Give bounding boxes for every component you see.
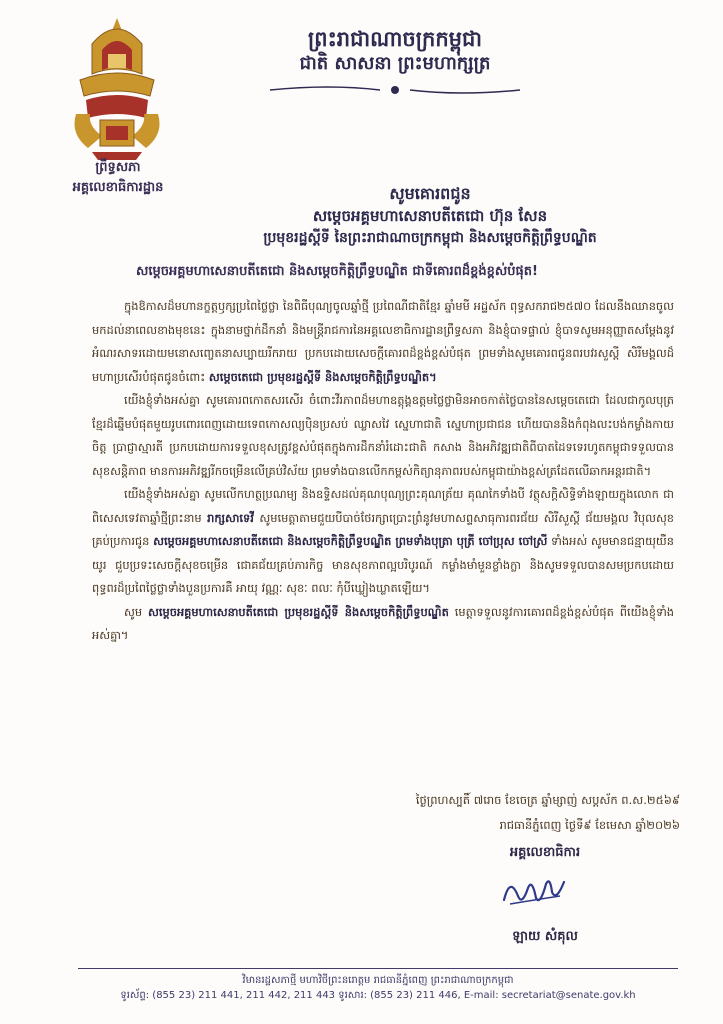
salutation: សម្តេចអគ្គមហាសេនាបតីតេជោ និងសម្តេចកិត្តិព្រឹទ្ធបណ្ឌិត ជាទីគោរពដ៏ខ្ពង់ខ្ពស់បំផុត!: [136, 264, 538, 279]
signer-name: ឡាយ សំគុល: [512, 929, 578, 944]
ornament-divider-icon: [260, 84, 530, 96]
footer-address: វិមានរដ្ឋសភាថ្មី មហាវិថីព្រះនរោត្តម រាជធានីភ្នំពេញ ព្រះរាជាណាចក្រកម្ពុជា: [242, 975, 514, 986]
signer-title: អគ្គលេខាធិការ: [509, 845, 581, 860]
senate-emblem-icon: [62, 14, 172, 164]
kingdom-name: ព្រះរាជាណាចក្រកម្ពុជា: [307, 26, 482, 51]
handwritten-signature: [490, 870, 580, 914]
date-block: [290, 788, 680, 838]
solar-date: រាជធានីភ្នំពេញ ថ្ងៃទី៩ ខែមេសា ឆ្នាំ២០២៦: [499, 818, 680, 832]
organization-department: អគ្គលេខាធិការដ្ឋាន: [72, 180, 164, 195]
letter-body: [92, 295, 674, 648]
paragraph-4: សូម សម្តេចអគ្គមហាសេនាបតីតេជោ ប្រមុខរដ្ឋស្តីទី និងសម្តេចកិត្តិព្រឹទ្ធបណ្ឌិត មេត្តាទទួលនូវការគោរពដ៏ខ្ពង់ខ្ពស់បំផុត ពីយើងខ្ញុំទាំងអស់គ្នា។: [92, 604, 675, 642]
footer: [78, 968, 678, 1003]
organization-block: [38, 158, 198, 198]
lunar-date: ថ្ងៃព្រហស្បតិ៍ ៧រោច ខែចេត្រ ឆ្នាំម្សាញ់ សប្តស័ក ព.ស.២៥៦៩: [415, 793, 680, 807]
recipient-name: សម្តេចអគ្គមហាសេនាបតីតេជោ ហ៊ុន សែន: [312, 207, 548, 225]
paragraph-2: យើងខ្ញុំទាំងអស់គ្នា សូមគោរពកោតសរសើរ ចំពោះវីរភាពដ៏មហាឧត្តុង្គឧត្តមថ្លៃថ្លាមិនអាចកាត់ថ្លៃបាននៃសម្តេចតេជោ ដែលជាកូលបុត្រខ្មែរដ៏ឆ្នើមបំផុតមួយរូបពោរពេញដោយទេពកោសល្យប៉ិនប្រសប់ ឈ្លាសវៃ ស្នេហាជាតិ ស្នេហាប្រជាជន ហើយបាននិងកំពុងលះបង់កម្លាំងកាយចិត្ត ប្រាជ្ញាស្មារតី ប្រកបដោយការទទួលខុសត្រូវខ្ពស់បំផុតក្នុងការដឹកនាំរំដោះជាតិ កសាង និងអភិវឌ្ឍជាតិពីបាតដៃទទេរហូតកម្ពុជាទទួលបានសុខសន្តិភាព មានការអភិវឌ្ឍរីកចម្រើនលើគ្រប់វិស័យ ព្រមទាំងបានលើកកម្ពស់កិត្យានុភាពរបស់កម្ពុជាយ៉ាងខ្ពស់ត្រដែតលើឆាកអន្តរជាតិ។: [92, 393, 674, 478]
recipient-title: ប្រមុខរដ្ឋស្តីទី នៃព្រះរាជាណាចក្រកម្ពុជា និងសម្តេចកិត្តិព្រឹទ្ធបណ្ឌិត: [263, 230, 597, 246]
paragraph-1: ក្នុងឱកាសដ៏មហានក្ខត្តឫក្សប្រពៃថ្លៃថ្លា នៃពិធីបុណ្យចូលឆ្នាំថ្មី ប្រពៃណីជាតិខ្មែរ ឆ្នាំមមី អដ្ឋស័ក ពុទ្ធសករាជ២៥៧០ ដែលនឹងឈានចូលមកដល់នាពេលខាងមុខនេះ ក្នុងនាមថ្នាក់ដឹកនាំ និងមន្ត្រីរាជការនៃអគ្គលេខាធិការដ្ឋានព្រឹទ្ធសភា និងខ្ញុំបាទផ្ទាល់ ខ្ញុំបាទសូមអនុញ្ញាតសម្តែងនូវអំណរសាទរដោយមនោសញ្ចេតនាសប្បាយរីករាយ ប្រកបដោយសេចក្តីគោរពដ៏ខ្ពង់ខ្ពស់បំផុត ព្រមទាំងសូមគោរពជូនពរបវរសួស្តី សិរីមង្គលដ៏មហាប្រសើរបំផុតជូនចំពោះ សម្តេចតេជោ ប្រមុខរដ្ឋស្តីទី និងសម្តេចកិត្តិព្រឹទ្ធបណ្ឌិត។: [92, 299, 674, 384]
organization-name: ព្រឹទ្ធសភា: [95, 160, 141, 175]
recipient-greeting: សូមគោរពជូន: [389, 184, 471, 203]
paragraph-3: យើងខ្ញុំទាំងអស់គ្នា សូមលើកហត្ថប្រណម្យ និងឧទ្ទិសដល់គុណបុណ្យព្រះគុណត្រ័យ គុណកៃទាំងបី វត្ថុសក្តិសិទ្ធិទាំងឡាយក្នុងលោក ជាពិសេសទេវតាឆ្នាំថ្មីព្រះនាម រាក្សសាទេវី សូមមេត្តាតាមជួយបីបាច់ថែរក្សាប្រោះព្រំនូវមហាសព្ទសាធុការពរជ័យ សិរីសួស្តី ជ័យមង្គល វិបុលសុខគ្រប់ប្រការជូន សម្តេចអគ្គមហាសេនាបតីតេជោ និងសម្តេចកិត្តិព្រឹទ្ធបណ្ឌិត ព្រមទាំងបុត្រា បុត្រី ចៅប្រុស ចៅស្រី ទាំងអស់ សូមមានជន្មាយុយឺនយូរ ជួបប្រទះសេចក្តីសុខចម្រើន ជោគជ័យគ្រប់ភារកិច្ច មានសុខភាពល្អបរិបូរណ៍ កម្លាំងមាំមួនខ្លាំងក្លា និងសូមទទួលបានសមប្រកបដោយពុទ្ធពរដ៏ប្រពៃថ្លៃថ្លាទាំងបួនប្រការគឺ អាយុ វណ្ណៈ សុខៈ ពលៈ កុំបីឃ្លៀងឃ្លាតឡើយ។: [92, 487, 675, 595]
recipient-block: [190, 183, 670, 249]
national-motto: ជាតិ សាសនា ព្រះមហាក្សត្រ: [299, 53, 491, 74]
footer-contact: ទូរស័ព្ទ: (855 23) 211 441, 211 442, 211 443 ទូរសារ: (855 23) 211 446, E-mail: secretariat@senate.gov.kh: [120, 990, 636, 1001]
letterhead: [230, 26, 560, 76]
